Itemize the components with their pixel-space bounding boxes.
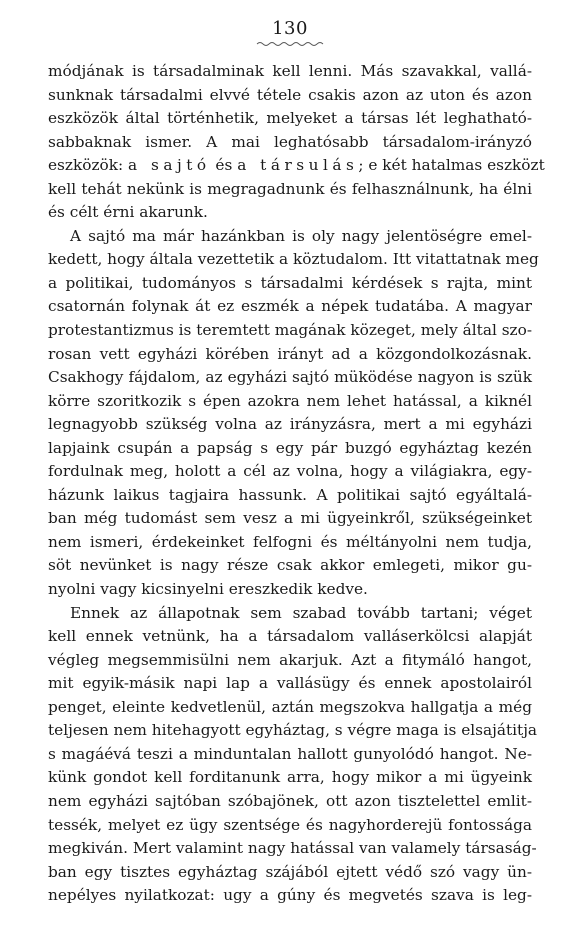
text-line: kell tehát nekünk is megragadnunk és felhasználnunk, ha élni bbox=[48, 179, 532, 198]
text-line: sunknak társadalmi elvvé tétele csakis azon az uton és azon bbox=[48, 85, 532, 104]
wavy-rule-ornament bbox=[255, 40, 325, 48]
text-line: A sajtó ma már hazánkban is oly nagy jelentöségre emel- bbox=[70, 226, 532, 245]
text-fragment: és bbox=[210, 156, 238, 175]
text-line bbox=[48, 154, 545, 178]
text-line: végleg megsemmisülni nem akarjuk. Azt a fitymáló hangot, bbox=[48, 650, 532, 669]
text-line: lapjaink csupán a papság s egy pár buzgó egyháztag kezén bbox=[48, 438, 532, 457]
text-line: házunk laikus tagjaira hassunk. A politikai sajtó egyáltalá- bbox=[48, 485, 532, 504]
text-line: és célt érni akarunk. bbox=[48, 203, 208, 222]
text-line: csatornán folynak át ez eszmék a népek tudatába. A magyar bbox=[48, 297, 532, 316]
text-line: mit egyik-másik napi lap a vallásügy és ennek apostolairól bbox=[48, 674, 532, 693]
book-page bbox=[48, 18, 545, 908]
text-line: nem ismeri, érdekeinket felfogni és méltányolni nem tudja, bbox=[48, 532, 532, 551]
text-line: künk gondot kell forditanunk arra, hogy mikor a mi ügyeink bbox=[48, 768, 532, 787]
text-line: Csakhogy fájdalom, az egyházi sajtó müködése nagyon is szük bbox=[48, 368, 532, 387]
text-line: kedett, hogy általa vezettetik a köztudalom. Itt vitattatnak meg bbox=[48, 250, 539, 269]
text-line: s magáévá teszi a minduntalan hallott gunyolódó hangot. Ne- bbox=[48, 744, 532, 763]
emphasized-phrase: a társulás bbox=[237, 156, 359, 175]
text-line: Ennek az állapotnak sem szabad tovább tartani; véget bbox=[70, 603, 532, 622]
text-line: protestantizmus is teremtett magának közeget, mely által szo- bbox=[48, 321, 532, 340]
text-line: ban egy tisztes egyháztag szájából ejtett védő szó vagy ün- bbox=[48, 862, 532, 881]
body-text bbox=[48, 60, 545, 908]
text-line: körre szoritkozik s épen azokra nem lehet hatással, a kiknél bbox=[48, 391, 532, 410]
text-fragment: eszközök: bbox=[48, 156, 128, 175]
text-line: nem egyházi sajtóban szóbajönek, ott azon tisztelettel emlit- bbox=[48, 791, 532, 810]
text-line: tessék, melyet ez ügy szentsége és nagyhorderejü fontossága bbox=[48, 815, 532, 834]
text-line: megkiván. Mert valamint nagy hatással van valamely társaság- bbox=[48, 839, 537, 858]
text-line: rosan vett egyházi körében irányt ad a közgondolkozásnak. bbox=[48, 344, 532, 363]
text-line: módjának is társadalminak kell lenni. Más szavakkal, vallá- bbox=[48, 62, 532, 80]
text-line: teljesen nem hitehagyott egyháztag, s végre maga is elsajátitja bbox=[48, 721, 538, 740]
text-line: nepélyes nyilatkozat: ugy a gúny és megvetés szava is leg- bbox=[48, 886, 532, 905]
text-line: nyolni vagy kicsinyelni ereszkedik kedve. bbox=[48, 580, 368, 599]
text-line: fordulnak meg, holott a cél az volna, hogy a világiakra, egy- bbox=[48, 462, 532, 481]
text-line: ban még tudomást sem vesz a mi ügyeinkről, szükségeinket bbox=[48, 509, 532, 528]
text-fragment: ; e két hatalmas eszközt bbox=[358, 156, 545, 175]
text-line: söt nevünket is nagy része csak akkor emlegeti, mikor gu- bbox=[48, 556, 532, 575]
text-line: sabbaknak ismer. A mai leghatósabb társadalom-irányzó bbox=[48, 132, 532, 151]
text-line: kell ennek vetnünk, ha a társadalom valláserkölcsi alapját bbox=[48, 627, 532, 646]
page-number: 130 bbox=[272, 18, 308, 39]
text-line: a politikai, tudományos s társadalmi kérdések s rajta, mint bbox=[48, 273, 532, 292]
text-line: legnagyobb szükség volna az irányzásra, mert a mi egyházi bbox=[48, 415, 532, 434]
text-line: penget, eleinte kedvetlenül, aztán megszokva hallgatja a még bbox=[48, 697, 532, 716]
emphasized-phrase: a sajtó bbox=[128, 156, 211, 175]
text-line: eszközök által történhetik, melyeket a társas lét leghatható- bbox=[48, 109, 532, 128]
